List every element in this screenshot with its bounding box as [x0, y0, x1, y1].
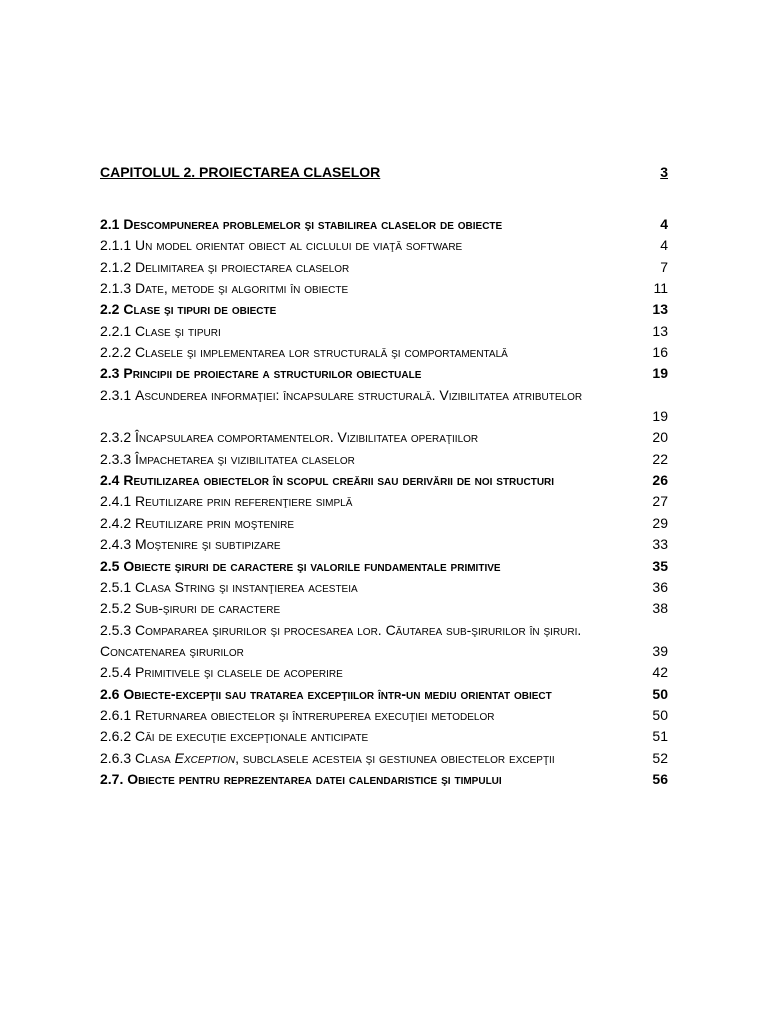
entry-title: Clasele şi implementarea lor structurală şi comportamentală [135, 344, 508, 361]
entry-number: 2.3.3 [100, 450, 132, 467]
entry-number: 2.4.1 [100, 493, 132, 510]
entry-title-continued: Concatenarea şirurilor [100, 642, 244, 659]
entry-number: 2.4 [100, 472, 120, 489]
entry-page-number: 52 [652, 749, 668, 766]
entry-title: Descompunerea problemelor şi stabilirea claselor de obiecte [123, 216, 503, 232]
entry-page-number: 39 [652, 642, 668, 659]
entry-title: Obiecte pentru reprezentarea datei calendaristice şi timpului [127, 770, 502, 787]
entry-page-number: 33 [652, 536, 668, 553]
entry-number: 2.6.1 [100, 706, 132, 723]
entry-title: Reutilizare prin moştenire [135, 514, 295, 531]
entry-title-italic: Exception [174, 749, 236, 766]
toc-entry [100, 278, 668, 299]
toc-entry [100, 342, 668, 363]
entry-number: 2.6 [100, 685, 120, 702]
toc-entry [100, 513, 668, 534]
entry-title: Clase şi tipuri de obiecte [123, 301, 277, 318]
entry-page-number: 19 [652, 408, 668, 425]
toc-entry [100, 385, 668, 428]
toc-entry [100, 449, 668, 470]
entry-title: Căi de execuţie excepţionale anticipate [135, 728, 369, 745]
entry-title [135, 750, 555, 766]
toc-entry [100, 684, 668, 705]
entry-page-number: 42 [652, 664, 668, 681]
entry-number: 2.4.2 [100, 514, 132, 531]
entry-page-number: 29 [652, 514, 668, 531]
entry-title: Returnarea obiectelor şi întreruperea execuţiei metodelor [135, 706, 495, 723]
entry-page-number: 27 [652, 493, 668, 510]
entry-number: 2.4.3 [100, 536, 132, 553]
entry-number: 2.1.3 [100, 280, 132, 297]
toc-entry [100, 534, 668, 555]
entry-number: 2.1.1 [100, 237, 132, 254]
entry-page-number: 36 [652, 578, 668, 595]
entry-number: 2.5.1 [100, 578, 132, 595]
toc-entry [100, 470, 668, 491]
entry-number: 2.7. [100, 770, 124, 787]
toc-entry [100, 620, 668, 663]
entry-page-number: 50 [652, 685, 668, 702]
entry-number: 2.3.2 [100, 429, 132, 446]
entry-title-suffix: , subclasele acesteia şi gestiunea obiectelor excepţii [235, 749, 555, 766]
toc-entry [100, 705, 668, 726]
entry-page-number: 13 [652, 322, 668, 339]
entry-title: Primitivele şi clasele de acoperire [135, 664, 343, 681]
entry-page-number: 50 [652, 706, 668, 723]
chapter-title: CAPITOLUL 2. PROIECTAREA CLASELOR [100, 164, 381, 180]
entry-title: Clase şi tipuri [135, 322, 221, 339]
entry-page-number: 51 [652, 728, 668, 745]
toc-entry [100, 748, 668, 769]
entry-title: Moştenire şi subtipizare [135, 536, 281, 553]
entry-page-number: 20 [652, 429, 668, 446]
entry-page-number: 38 [652, 600, 668, 617]
toc-entry [100, 598, 668, 619]
entry-page-number: 35 [652, 557, 668, 574]
entry-page-number: 22 [652, 450, 668, 467]
entry-title: Încapsularea comportamentelor. Vizibilitatea operaţiilor [135, 429, 479, 446]
toc-entry [100, 769, 668, 790]
entry-page-number: 26 [652, 472, 668, 489]
entry-page-number: 11 [653, 280, 668, 297]
toc-entry [100, 577, 668, 598]
toc-entry [100, 321, 668, 342]
entry-page-number: 56 [652, 770, 668, 787]
table-of-contents [100, 214, 668, 790]
entry-page-number: 13 [652, 301, 668, 318]
toc-entry [100, 427, 668, 448]
entry-number: 2.5.3 [100, 621, 132, 638]
entry-title: Un model orientat obiect al ciclului de viaţă software [135, 237, 463, 254]
entry-title: Compararea şirurilor şi procesarea lor. Căutarea sub-şirurilor în şiruri. [135, 621, 582, 638]
toc-entry [100, 662, 668, 683]
entry-title: Principii de proiectare a structurilor obiectuale [123, 365, 422, 382]
entry-title-prefix: Clasa [135, 749, 175, 766]
entry-title: Obiecte-excepţii sau tratarea excepţiilor într-un mediu orientat obiect [123, 685, 552, 702]
entry-title: Clasa String şi instanţierea acesteia [135, 578, 358, 595]
toc-entry [100, 726, 668, 747]
entry-number: 2.6.2 [100, 728, 132, 745]
entry-title: Ascunderea informaţiei: încapsulare structurală. Vizibilitatea atributelor [135, 386, 583, 403]
toc-entry [100, 363, 668, 384]
entry-page-number: 19 [652, 365, 668, 382]
entry-number: 2.5 [100, 557, 120, 574]
entry-title: Date, metode şi algoritmi în obiecte [135, 280, 349, 297]
entry-number: 2.6.3 [100, 749, 132, 766]
entry-page-number: 16 [652, 344, 668, 361]
entry-page-number: 7 [660, 258, 668, 275]
entry-number: 2.2.1 [100, 322, 132, 339]
toc-entry [100, 491, 668, 512]
toc-entry [100, 257, 668, 278]
entry-number: 2.1.2 [100, 258, 132, 275]
entry-number: 2.5.2 [100, 600, 132, 617]
entry-page-number: 4 [660, 237, 668, 254]
entry-number: 2.2.2 [100, 344, 132, 361]
toc-entry [100, 556, 668, 577]
entry-page-number: 4 [660, 216, 668, 232]
toc-entry [100, 235, 668, 256]
entry-title: Împachetarea şi vizibilitatea claselor [135, 450, 355, 467]
entry-number: 2.2 [100, 301, 120, 318]
toc-entry [100, 299, 668, 320]
entry-title: Reutilizare prin referenţiere simplă [135, 493, 353, 510]
chapter-heading [100, 164, 668, 180]
entry-title: Reutilizarea obiectelor în scopul creării sau derivării de noi structuri [123, 472, 555, 489]
entry-number: 2.3 [100, 365, 120, 382]
entry-title: Obiecte şiruri de caractere şi valorile fundamentale primitive [123, 557, 501, 574]
entry-title: Delimitarea şi proiectarea claselor [135, 258, 350, 275]
entry-number: 2.5.4 [100, 664, 132, 681]
toc-entry [100, 214, 668, 235]
entry-number: 2.1 [100, 216, 120, 232]
chapter-page-number: 3 [660, 164, 668, 180]
entry-title: Sub-şiruri de caractere [135, 600, 281, 617]
entry-number: 2.3.1 [100, 386, 132, 403]
